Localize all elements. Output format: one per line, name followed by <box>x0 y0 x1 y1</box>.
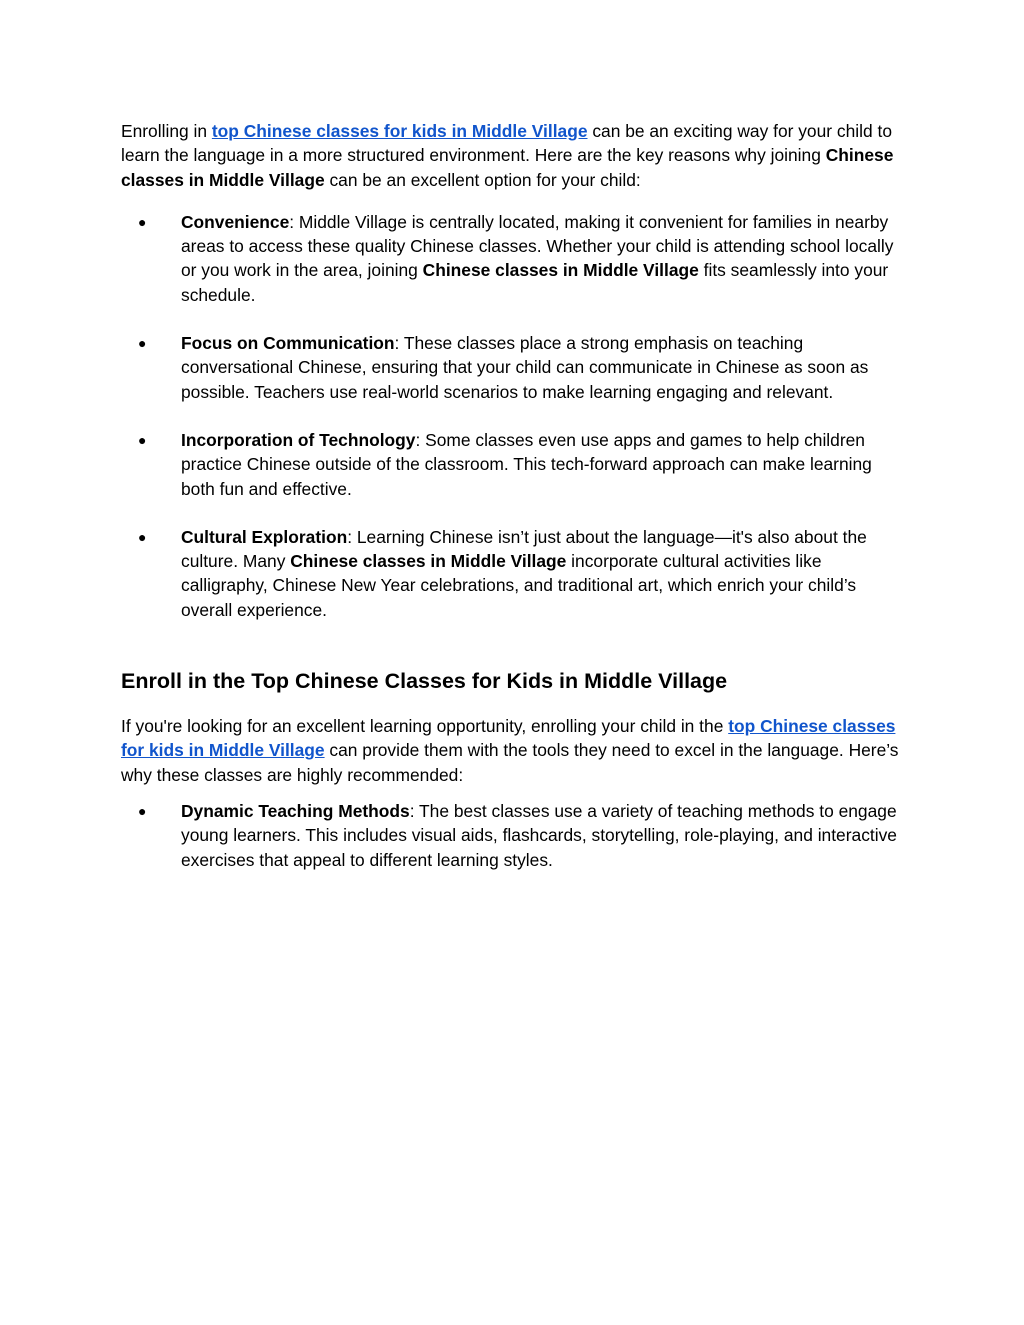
intro-text-2: can be an exciting way for your child to learn the language in a more structured environment. Here are the key reasons why joining <box>121 121 892 166</box>
bullet-text: : These classes place a strong emphasis on teaching conversational Chinese, ensuring that your child can communicate in Chinese as soon as possible. Teachers use real-world scenarios to make learning engaging and relevant. <box>181 333 869 402</box>
list-item <box>121 525 906 622</box>
bullet-title: Focus on Communication <box>181 333 395 354</box>
section-intro-text-1: If you're looking for an excellent learning opportunity, enrolling your child in the <box>121 716 729 737</box>
bullet-text: : Learning Chinese isn’t just about the language—it's also about the culture. Many <box>181 526 867 572</box>
bullet-title: Convenience <box>181 211 290 232</box>
section-intro-paragraph <box>121 714 906 787</box>
intro-link[interactable]: top Chinese classes for kids in Middle Village <box>211 121 588 141</box>
section-intro-text-2: can provide them with the tools they need to excel in the language. Here’s why these classes are highly recommended: <box>121 740 899 785</box>
bullet-bold: Chinese classes in Middle Village <box>290 551 567 572</box>
bullet-title: Cultural Exploration <box>181 526 348 547</box>
section-heading: Enroll in the Top Chinese Classes for Kids in Middle Village <box>121 669 728 694</box>
intro-paragraph <box>121 119 906 192</box>
bullet-icon: ● <box>138 528 147 545</box>
section-intro-link[interactable]: top Chinese classes for kids in Middle Village <box>121 716 896 761</box>
recommendation-list <box>121 799 906 872</box>
reasons-list <box>121 210 906 622</box>
bullet-text-end: fits seamlessly into your schedule. <box>181 260 889 305</box>
list-item <box>121 210 906 307</box>
bullet-icon: ● <box>138 335 147 352</box>
bullet-title: Dynamic Teaching Methods <box>181 800 410 821</box>
bullet-text: : Some classes even use apps and games to help children practice Chinese outside of the classroom. This tech-forward approach can make learning both fun and effective. <box>181 429 872 499</box>
intro-text-1: Enrolling in <box>121 121 212 141</box>
bullet-icon: ● <box>138 802 147 819</box>
list-item <box>121 799 906 872</box>
bullet-text: : Middle Village is centrally located, making it convenient for families in nearby areas to access these quality Chinese classes. Whether your child is attending school locally or you work in the area, joining <box>181 211 894 281</box>
bullet-bold: Chinese classes in Middle Village <box>422 260 699 281</box>
list-item <box>121 428 906 501</box>
list-item <box>121 331 906 404</box>
bullet-text-end: incorporate cultural activities like calligraphy, Chinese New Year celebrations, and traditional art, which enrich your child’s overall experience. <box>181 551 857 620</box>
bullet-title: Incorporation of Technology <box>181 429 416 450</box>
bullet-icon: ● <box>138 431 147 448</box>
bullet-icon: ● <box>138 213 147 230</box>
bullet-text: : The best classes use a variety of teaching methods to engage young learners. This includes visual aids, flashcards, storytelling, role-playing, and interactive exercises that appeal to different learning styles. <box>181 800 897 870</box>
document-body <box>121 119 906 872</box>
intro-bold: Chinese classes in Middle Village <box>121 145 894 190</box>
intro-text-3: can be an excellent option for your child: <box>324 169 641 190</box>
